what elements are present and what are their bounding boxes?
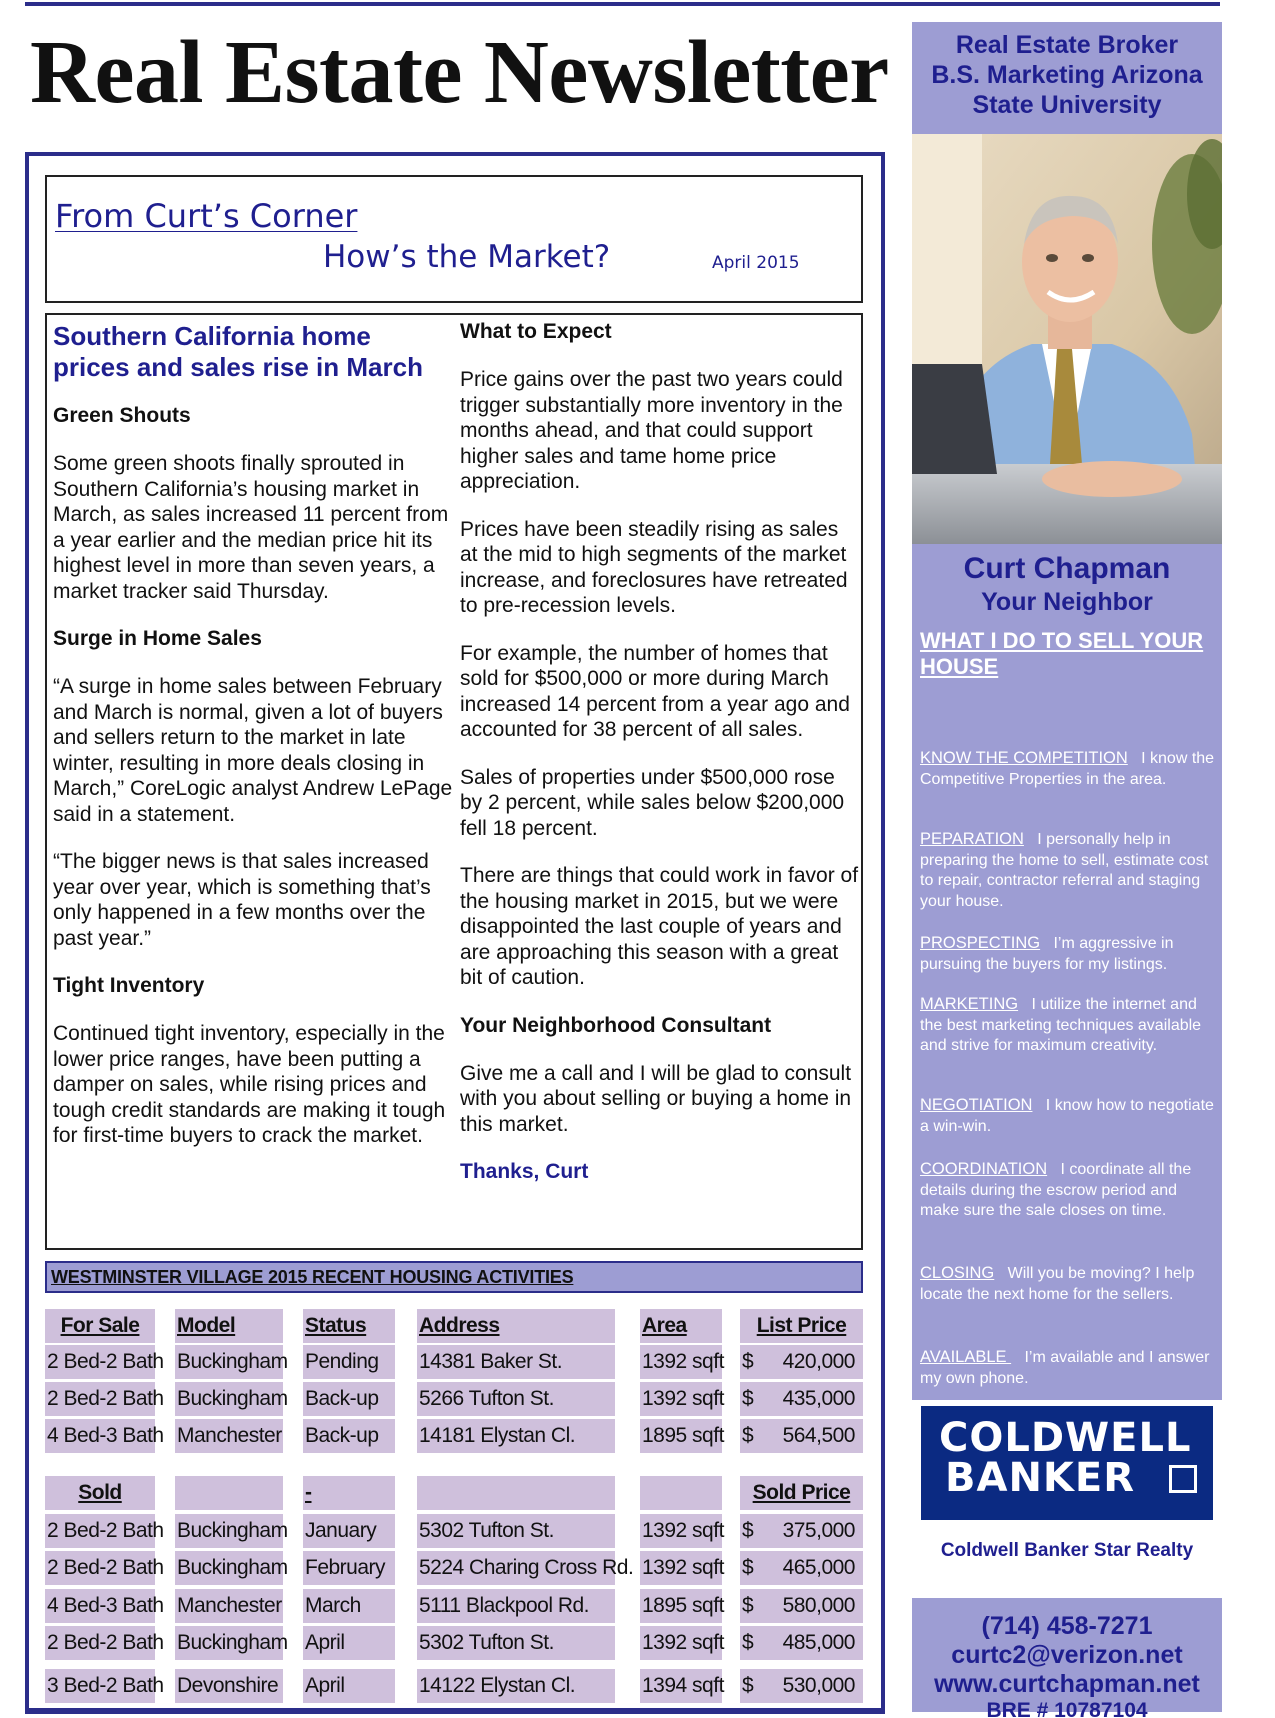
table-cell: April — [303, 1626, 395, 1660]
housing-table-title-text: WESTMINSTER VILLAGE 2015 RECENT HOUSING ACTIVITIES — [51, 1267, 574, 1287]
issue-date: April 2015 — [712, 253, 800, 273]
table-cell-price: 530,000 — [762, 1669, 863, 1703]
table-cell: 14122 Elystan Cl. — [417, 1669, 615, 1703]
table-cell: 5111 Blackpool Rd. — [417, 1589, 615, 1623]
table-cell: 4 Bed-3 Bath — [45, 1419, 155, 1453]
table-cell-price: 580,000 — [762, 1589, 863, 1623]
service-label: AVAILABLE — [920, 1348, 1012, 1366]
table-cell: 5302 Tufton St. — [417, 1626, 615, 1660]
table-header-cell: - — [303, 1476, 395, 1510]
table-cell: January — [303, 1514, 395, 1548]
table-cell-currency: $ — [740, 1419, 762, 1453]
coldwell-banker-logo-icon — [921, 1406, 1213, 1520]
service-label: NEGOTIATION — [920, 1096, 1033, 1114]
article-headline: Southern California home prices and sales rise in March — [53, 321, 423, 382]
table-cell: 1392 sqft — [640, 1514, 722, 1548]
table-header-cell: Sold — [45, 1476, 155, 1510]
service-item — [920, 1263, 1218, 1305]
table-cell: 5224 Charing Cross Rd. — [417, 1551, 615, 1585]
article-para: “The bigger news is that sales increased year over year, which is something that’s only happened in a few months over the past year.” — [53, 850, 431, 950]
service-item — [920, 1347, 1218, 1389]
article-para: Some green shoots finally sprouted in Southern California’s housing market in March, as sales increased 11 percent from a year earlier and the median price hit its highest level in more than seven years, a market tracker said Thursday. — [53, 452, 449, 603]
service-gap — [1024, 831, 1037, 848]
service-label: KNOW THE COMPETITION — [920, 749, 1128, 767]
broker-line: Real Estate Broker — [955, 31, 1179, 59]
service-label: CLOSING — [920, 1264, 995, 1282]
table-cell: Back-up — [303, 1382, 395, 1416]
service-item — [920, 829, 1218, 912]
table-cell: February — [303, 1551, 395, 1585]
article-para: Give me a call and I will be glad to consult with you about selling or buying a home in this market. — [460, 1061, 852, 1136]
service-gap — [1128, 750, 1141, 767]
service-description: I’m aggressive in pursuing the buyers for my listings. — [920, 935, 1174, 973]
service-item — [920, 748, 1218, 790]
table-cell: Pending — [303, 1345, 395, 1379]
service-item — [920, 994, 1218, 1057]
table-cell-price: 485,000 — [762, 1626, 863, 1660]
corner-title: From Curt’s Corner — [55, 197, 358, 235]
table-cell-price: 375,000 — [762, 1514, 863, 1548]
service-description: Will you be moving? I help locate the next home for the sellers. — [920, 1265, 1195, 1303]
brokerage-name: Coldwell Banker Star Realty — [940, 1540, 1194, 1561]
table-cell: 2 Bed-2 Bath — [45, 1382, 155, 1416]
service-label: PROSPECTING — [920, 934, 1041, 952]
article-left-column — [53, 315, 453, 1149]
table-cell: 14181 Elystan Cl. — [417, 1419, 615, 1453]
table-header-cell — [175, 1476, 283, 1510]
table-cell: 4 Bed-3 Bath — [45, 1589, 155, 1623]
broker-line: B.S. Marketing Arizona — [931, 61, 1203, 89]
article-subhead: Tight Inventory — [53, 974, 205, 997]
article-right-column — [460, 315, 860, 1185]
table-cell-currency: $ — [740, 1551, 762, 1585]
table-cell: 1895 sqft — [640, 1419, 722, 1453]
email-link[interactable]: curtc2@verizon.net — [951, 1641, 1183, 1669]
service-description: I utilize the internet and the best marketing techniques available and strive for maximum creativity. — [920, 996, 1202, 1054]
bottom-rule — [25, 1708, 885, 1714]
website-link[interactable]: www.curtchapman.net — [934, 1670, 1200, 1698]
service-description: I’m available and I answer my own phone. — [920, 1349, 1210, 1387]
table-cell: 5302 Tufton St. — [417, 1514, 615, 1548]
article — [45, 313, 863, 1250]
table-cell-price: 564,500 — [762, 1419, 863, 1453]
logo-line: COLDWELL — [939, 1415, 1192, 1461]
service-description: I personally help in preparing the home to sell, estimate cost to repair, contractor referral and staging your house. — [920, 831, 1209, 910]
table-header-cell: Area — [640, 1309, 722, 1343]
table-cell: Manchester — [175, 1589, 283, 1623]
table-cell: Buckingham — [175, 1382, 283, 1416]
logo-mark-icon — [1169, 1465, 1197, 1493]
table-cell: 5266 Tufton St. — [417, 1382, 615, 1416]
table-cell: Back-up — [303, 1419, 395, 1453]
service-label: PEPARATION — [920, 830, 1024, 848]
table-cell: 1895 sqft — [640, 1589, 722, 1623]
table-cell: 2 Bed-2 Bath — [45, 1551, 155, 1585]
service-gap — [994, 1265, 1007, 1282]
service-description: I know the Competitive Properties in the area. — [920, 750, 1215, 788]
table-cell: Buckingham — [175, 1626, 283, 1660]
table-cell: March — [303, 1589, 395, 1623]
phone-number[interactable]: (714) 458-7271 — [981, 1612, 1153, 1640]
service-item — [920, 933, 1218, 975]
article-para: “A surge in home sales between February and March is normal, given a lot of buyers and sellers return to the market in late winter, resulting in more deals closing in March,” CoreLogic analyst Andrew LePage said in a statement. — [53, 675, 453, 826]
table-cell: Devonshire — [175, 1669, 283, 1703]
article-para: Sales of properties under $500,000 rose by 2 percent, while sales below $200,000 fell 18 percent. — [460, 765, 845, 840]
table-cell: 1392 sqft — [640, 1345, 722, 1379]
table-cell: April — [303, 1669, 395, 1703]
table-cell: 2 Bed-2 Bath — [45, 1345, 155, 1379]
service-label: MARKETING — [920, 995, 1019, 1013]
service-gap — [1018, 996, 1031, 1013]
table-cell-currency: $ — [740, 1345, 762, 1379]
agent-tagline: Your Neighbor — [981, 588, 1153, 616]
table-header-cell: Model — [175, 1309, 283, 1343]
article-para: For example, the number of homes that sold for $500,000 or more during March increased 14 percent from a year ago and accounted for 38 percent of all sales. — [460, 641, 850, 741]
table-cell: 2 Bed-2 Bath — [45, 1626, 155, 1660]
article-subhead: Surge in Home Sales — [53, 627, 262, 650]
top-rule — [25, 2, 1220, 6]
table-cell-price: 435,000 — [762, 1382, 863, 1416]
table-header-cell: For Sale — [45, 1309, 155, 1343]
service-gap — [1011, 1349, 1024, 1366]
table-cell: 2 Bed-2 Bath — [45, 1514, 155, 1548]
service-gap — [1040, 935, 1053, 952]
service-gap — [1047, 1161, 1060, 1178]
article-subhead: What to Expect — [460, 320, 612, 343]
article-para: There are things that could work in favor of the housing market in 2015, but we were disappointed the last couple of years and are approaching this season with a great bit of caution. — [460, 864, 859, 989]
housing-table-title — [45, 1261, 863, 1293]
article-para: Price gains over the past two years could trigger substantially more inventory in the months ahead, and that could support higher sales and tame home price appreciation. — [460, 368, 843, 493]
service-item — [920, 1095, 1218, 1137]
table-header-cell: Status — [303, 1309, 395, 1343]
table-cell-price: 420,000 — [762, 1345, 863, 1379]
broker-line: State University — [972, 91, 1162, 119]
table-cell-currency: $ — [740, 1626, 762, 1660]
table-cell-price: 465,000 — [762, 1551, 863, 1585]
table-cell-currency: $ — [740, 1669, 762, 1703]
newsletter-title: Real Estate Newsletter — [30, 23, 889, 122]
sidebar — [912, 22, 1222, 1718]
service-description: I know how to negotiate a win-win. — [920, 1097, 1214, 1135]
table-cell: Manchester — [175, 1419, 283, 1453]
table-cell: 14381 Baker St. — [417, 1345, 615, 1379]
article-para: Continued tight inventory, especially in the lower price ranges, have been putting a damper on sales, while rising prices and tough credit standards are making it tough for first-time buyers to crack the market. — [53, 1022, 446, 1147]
table-header-cell — [640, 1476, 722, 1510]
table-header-cell — [417, 1476, 615, 1510]
service-label: COORDINATION — [920, 1160, 1048, 1178]
agent-portrait-icon — [912, 134, 1222, 544]
logo-line: BANKER — [945, 1455, 1136, 1501]
license-number: BRE # 10787104 — [986, 1699, 1148, 1718]
table-cell: 1392 sqft — [640, 1626, 722, 1660]
table-header-cell: Sold Price — [740, 1476, 863, 1510]
broker-credentials — [912, 30, 1222, 120]
table-cell-currency: $ — [740, 1514, 762, 1548]
service-item — [920, 1159, 1218, 1222]
agent-name: Curt Chapman — [963, 552, 1171, 585]
article-subhead: Green Shouts — [53, 404, 191, 427]
table-header-cell: Address — [417, 1309, 615, 1343]
table-cell: Buckingham — [175, 1551, 283, 1585]
service-gap — [1032, 1097, 1045, 1114]
table-cell: Buckingham — [175, 1514, 283, 1548]
logo-wordmark — [939, 1415, 1192, 1501]
table-cell: Buckingham — [175, 1345, 283, 1379]
table-header-cell: List Price — [740, 1309, 863, 1343]
table-cell: 1392 sqft — [640, 1551, 722, 1585]
table-cell: 3 Bed-2 Bath — [45, 1669, 155, 1703]
article-para: Prices have been steadily rising as sales at the mid to high segments of the market increase, and foreclosures have retreated to pre-recession levels. — [460, 517, 848, 617]
corner-subtitle: How’s the Market? — [323, 239, 611, 275]
table-cell-currency: $ — [740, 1589, 762, 1623]
agent-portrait-drawing — [912, 134, 1222, 544]
service-description: I coordinate all the details during the escrow period and make sure the sale closes on time. — [920, 1161, 1192, 1219]
brokerage-block — [912, 1400, 1222, 1598]
article-subhead: Your Neighborhood Consultant — [460, 1013, 772, 1037]
table-cell: 1394 sqft — [640, 1669, 722, 1703]
table-cell: 1392 sqft — [640, 1382, 722, 1416]
corner-header — [45, 175, 863, 303]
table-cell-currency: $ — [740, 1382, 762, 1416]
services-title: WHAT I DO TO SELL YOUR HOUSE — [920, 628, 1204, 679]
article-signoff: Thanks, Curt — [460, 1160, 589, 1183]
